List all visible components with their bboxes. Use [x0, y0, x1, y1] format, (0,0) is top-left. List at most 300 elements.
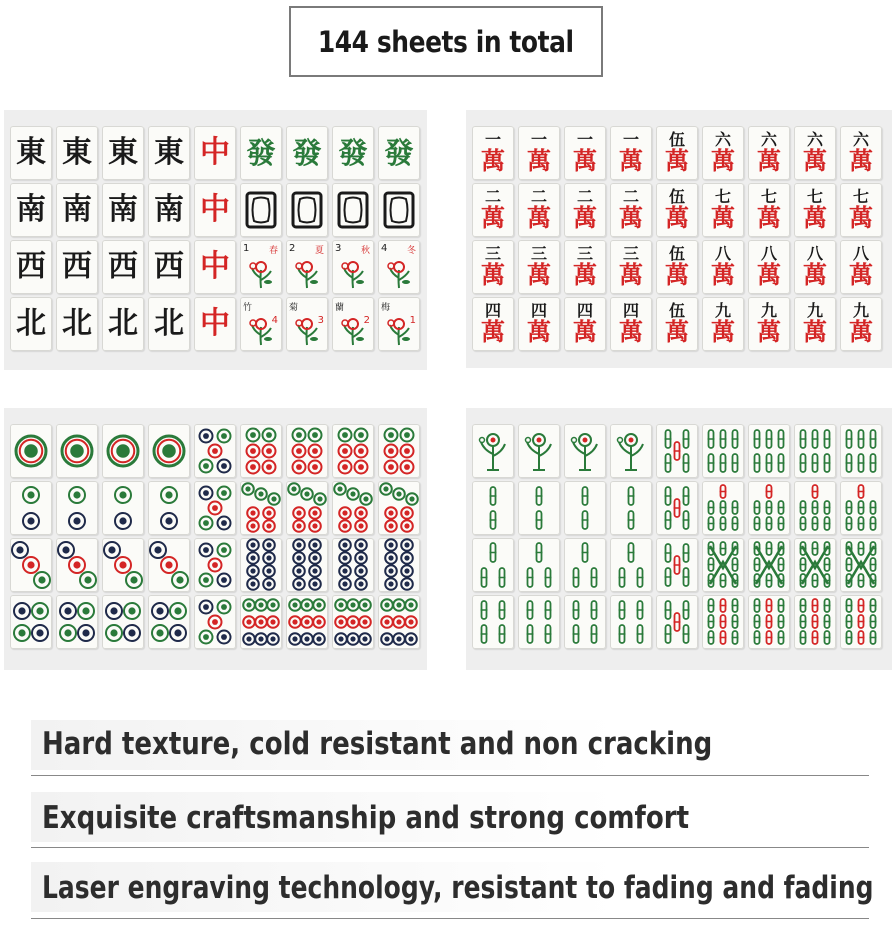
tile-char: 萬 [481, 317, 505, 347]
dots-icon [102, 538, 144, 592]
bamboo-panel [466, 408, 892, 670]
tile-char: 六 [852, 130, 869, 150]
bamboo-icon [610, 538, 652, 592]
tile-char: 萬 [573, 317, 597, 347]
character-tile [518, 240, 560, 294]
tile-char: 西 [108, 249, 138, 284]
dot-tile [194, 481, 236, 535]
dots-icon [10, 424, 52, 478]
dots-icon [148, 595, 190, 649]
dots-icon [332, 595, 374, 649]
bamboo-tile [564, 595, 606, 649]
tile-char: 萬 [711, 203, 735, 233]
tile-char: 四 [622, 301, 639, 321]
dot-tile [10, 538, 52, 592]
dots-icon [10, 595, 52, 649]
dots-icon [148, 424, 190, 478]
character-tile [702, 297, 744, 351]
tile-char: 萬 [481, 146, 505, 176]
tile-char: 萬 [803, 260, 827, 290]
dots-icon [56, 595, 98, 649]
bamboo-icon [656, 595, 698, 649]
dot-tile [240, 424, 282, 478]
bamboo-icon [564, 481, 606, 535]
dot-tile [148, 424, 190, 478]
flower-char: 蘭 [335, 303, 345, 313]
tile-char: 七 [852, 187, 869, 207]
bird-icon [610, 424, 652, 478]
wind-tile [148, 126, 190, 180]
wind-tile [56, 240, 98, 294]
bamboo-tile [748, 595, 790, 649]
tile-char: 二 [622, 187, 639, 207]
tile-char: 萬 [711, 317, 735, 347]
dots-icon [148, 481, 190, 535]
character-tile [564, 240, 606, 294]
flower-tile [332, 240, 374, 294]
dots-icon [240, 538, 282, 592]
tile-char: 萬 [665, 146, 689, 176]
tile-char: 一 [484, 130, 501, 150]
bamboo-icon [840, 595, 882, 649]
dots-icon [10, 481, 52, 535]
bamboo-tile [702, 481, 744, 535]
flower-icon [246, 256, 276, 290]
tile-char: 南 [154, 192, 184, 227]
dots-icon [378, 424, 420, 478]
bamboo-tile [702, 424, 744, 478]
tile-char: 北 [154, 306, 184, 341]
wind-tile [102, 183, 144, 237]
flower-char: 冬 [406, 246, 416, 256]
character-tile [656, 240, 698, 294]
dot-tile [332, 595, 374, 649]
tile-char: 二 [530, 187, 547, 207]
tile-char: 東 [108, 135, 138, 170]
bamboo-icon [656, 424, 698, 478]
dot-tile [148, 538, 190, 592]
tile-char: 一 [576, 130, 593, 150]
dots-icon [148, 538, 190, 592]
dots-icon [240, 595, 282, 649]
bamboo-icon [610, 595, 652, 649]
tile-char: 九 [760, 301, 777, 321]
character-tile [564, 183, 606, 237]
tile-char: 四 [484, 301, 501, 321]
feature-text-3: Laser engraving technology, resistant to fading and fading [42, 870, 874, 906]
tile-char: 南 [108, 192, 138, 227]
bamboo-icon [702, 538, 744, 592]
flower-tile [286, 297, 328, 351]
bamboo-tile [656, 538, 698, 592]
bamboo-tile [472, 481, 514, 535]
character-tile [518, 126, 560, 180]
character-tile [472, 183, 514, 237]
dot-tile [102, 595, 144, 649]
tile-char: 七 [760, 187, 777, 207]
tile-char: 發 [384, 135, 414, 170]
bamboo-tile [840, 595, 882, 649]
tile-char: 六 [806, 130, 823, 150]
tile-char: 四 [576, 301, 593, 321]
tile-char: 萬 [665, 260, 689, 290]
flower-char: 春 [268, 246, 278, 256]
bamboo-tile [748, 424, 790, 478]
tile-char: 六 [760, 130, 777, 150]
dot-tile [378, 595, 420, 649]
tile-char: 萬 [757, 146, 781, 176]
flower-icon [384, 256, 414, 290]
dot-tile [56, 595, 98, 649]
bamboo-tile [564, 481, 606, 535]
dots-icon [10, 538, 52, 592]
character-tile [472, 240, 514, 294]
bird-icon [564, 424, 606, 478]
dot-tile [332, 481, 374, 535]
tile-char: 三 [622, 244, 639, 264]
dots-icon [56, 481, 98, 535]
bamboo-tile [610, 595, 652, 649]
bamboo-icon [748, 538, 790, 592]
tile-char: 萬 [573, 146, 597, 176]
tile-char: 東 [154, 135, 184, 170]
dot-tile [10, 481, 52, 535]
character-tile [702, 240, 744, 294]
tile-char: 九 [714, 301, 731, 321]
wind-tile [56, 126, 98, 180]
bamboo-tile [840, 538, 882, 592]
character-tile [472, 297, 514, 351]
tile-char: 一 [530, 130, 547, 150]
dots-icon [56, 538, 98, 592]
white-dragon-frame-icon [336, 188, 370, 232]
tile-char: 中 [200, 135, 230, 170]
green-dragon-tile [286, 126, 328, 180]
bamboo-bird-tile [610, 424, 652, 478]
bamboo-icon [472, 481, 514, 535]
tile-char: 萬 [803, 317, 827, 347]
feature-3 [0, 858, 894, 922]
flower-tile [378, 297, 420, 351]
character-tile [794, 126, 836, 180]
bamboo-icon [656, 538, 698, 592]
bamboo-tile [656, 481, 698, 535]
character-tile [564, 126, 606, 180]
wind-tile [148, 183, 190, 237]
flower-number: 4 [271, 315, 278, 326]
character-tile [656, 297, 698, 351]
bamboo-icon [610, 481, 652, 535]
dot-tile [378, 424, 420, 478]
flower-char: 竹 [243, 303, 253, 313]
wind-tile [102, 240, 144, 294]
character-tile [748, 126, 790, 180]
dot-tile [194, 595, 236, 649]
bamboo-icon [794, 424, 836, 478]
flower-tile [378, 240, 420, 294]
bamboo-icon [702, 424, 744, 478]
dot-tile [102, 538, 144, 592]
tile-char: 萬 [619, 317, 643, 347]
bamboo-tile [518, 595, 560, 649]
white-dragon-tile [240, 183, 282, 237]
bamboo-tile [748, 538, 790, 592]
tile-char: 東 [16, 135, 46, 170]
bamboo-tile [794, 424, 836, 478]
dot-tile [286, 424, 328, 478]
feature-2 [0, 788, 894, 850]
bamboo-tile [702, 538, 744, 592]
tile-char: 萬 [527, 317, 551, 347]
dot-tile [240, 595, 282, 649]
character-tile [748, 297, 790, 351]
tile-char: 伍 [668, 244, 685, 264]
bamboo-icon [840, 538, 882, 592]
bird-icon [472, 424, 514, 478]
character-tile [794, 183, 836, 237]
tile-char: 八 [806, 244, 823, 264]
tile-char: 三 [484, 244, 501, 264]
tile-char: 西 [16, 249, 46, 284]
tile-char: 萬 [665, 203, 689, 233]
green-dragon-tile [378, 126, 420, 180]
dot-tile [194, 424, 236, 478]
bamboo-icon [794, 538, 836, 592]
flower-number: 1 [243, 243, 250, 254]
dots-icon [286, 481, 328, 535]
dot-tile [240, 538, 282, 592]
dot-tile [10, 595, 52, 649]
bamboo-tile [472, 595, 514, 649]
wind-tile [10, 183, 52, 237]
dots-icon [332, 538, 374, 592]
tile-char: 西 [62, 249, 92, 284]
dots-icon [240, 424, 282, 478]
dot-tile [378, 481, 420, 535]
bamboo-icon [840, 481, 882, 535]
bamboo-icon [564, 595, 606, 649]
dot-tile [148, 595, 190, 649]
red-dragon-tile [194, 240, 236, 294]
tile-char: 萬 [619, 203, 643, 233]
bamboo-tile [840, 481, 882, 535]
white-dragon-tile [286, 183, 328, 237]
wind-tile [148, 297, 190, 351]
character-tile [518, 297, 560, 351]
tile-char: 八 [760, 244, 777, 264]
character-tile [610, 126, 652, 180]
character-tile [840, 183, 882, 237]
flower-tile [240, 297, 282, 351]
feature-1 [0, 718, 894, 778]
bamboo-bird-tile [518, 424, 560, 478]
tile-char: 萬 [481, 260, 505, 290]
tile-char: 七 [806, 187, 823, 207]
character-tile [702, 126, 744, 180]
bamboo-tile [518, 481, 560, 535]
red-dragon-tile [194, 183, 236, 237]
dot-tile [148, 481, 190, 535]
bamboo-tile [472, 538, 514, 592]
dots-icon [332, 424, 374, 478]
dots-icon [240, 481, 282, 535]
character-tile [564, 297, 606, 351]
flower-number: 2 [363, 315, 370, 326]
flower-tile [286, 240, 328, 294]
wind-tile [102, 126, 144, 180]
tile-char: 萬 [849, 203, 873, 233]
character-tile [748, 240, 790, 294]
tile-char: 八 [714, 244, 731, 264]
tile-char: 萬 [803, 146, 827, 176]
bamboo-icon [518, 538, 560, 592]
tile-char: 南 [62, 192, 92, 227]
wind-tile [148, 240, 190, 294]
tile-char: 二 [484, 187, 501, 207]
bamboo-tile [794, 481, 836, 535]
character-tile [472, 126, 514, 180]
bamboo-icon [748, 424, 790, 478]
bamboo-icon [840, 424, 882, 478]
honors-panel [4, 110, 427, 370]
title-box [289, 6, 603, 77]
character-tile [656, 126, 698, 180]
character-tile [702, 183, 744, 237]
tile-char: 二 [576, 187, 593, 207]
white-dragon-tile [332, 183, 374, 237]
flower-char: 梅 [381, 303, 391, 313]
bamboo-tile [518, 538, 560, 592]
bird-icon [518, 424, 560, 478]
bamboo-icon [702, 481, 744, 535]
tile-char: 中 [200, 192, 230, 227]
white-dragon-frame-icon [290, 188, 324, 232]
dots-icon [194, 595, 236, 649]
red-dragon-tile [194, 297, 236, 351]
tile-char: 萬 [757, 317, 781, 347]
tile-char: 萬 [711, 260, 735, 290]
tile-char: 發 [292, 135, 322, 170]
flower-tile [240, 240, 282, 294]
tile-char: 六 [714, 130, 731, 150]
bamboo-tile [840, 424, 882, 478]
tile-char: 北 [62, 306, 92, 341]
flower-number: 4 [381, 243, 388, 254]
green-dragon-tile [240, 126, 282, 180]
flower-icon [338, 256, 368, 290]
tile-char: 伍 [668, 187, 685, 207]
tile-char: 萬 [803, 203, 827, 233]
wind-tile [10, 240, 52, 294]
tile-char: 萬 [527, 260, 551, 290]
tile-char: 萬 [527, 146, 551, 176]
bamboo-icon [748, 595, 790, 649]
bamboo-icon [794, 595, 836, 649]
dots-icon [56, 424, 98, 478]
characters-panel [466, 110, 892, 368]
tile-char: 萬 [573, 203, 597, 233]
character-tile [840, 240, 882, 294]
bamboo-icon [472, 595, 514, 649]
dots-icon [378, 538, 420, 592]
tile-char: 發 [246, 135, 276, 170]
flower-number: 1 [409, 315, 416, 326]
wind-tile [10, 126, 52, 180]
tile-char: 萬 [711, 146, 735, 176]
character-tile [610, 297, 652, 351]
tile-char: 中 [200, 249, 230, 284]
tile-char: 萬 [849, 146, 873, 176]
dots-icon [102, 595, 144, 649]
tile-char: 萬 [849, 317, 873, 347]
flower-number: 3 [335, 243, 342, 254]
tile-char: 三 [576, 244, 593, 264]
bamboo-icon [656, 481, 698, 535]
red-dragon-tile [194, 126, 236, 180]
bamboo-icon [794, 481, 836, 535]
dot-tile [332, 538, 374, 592]
character-tile [840, 297, 882, 351]
white-dragon-frame-icon [244, 188, 278, 232]
dot-tile [56, 424, 98, 478]
dot-tile [194, 538, 236, 592]
flower-tile [332, 297, 374, 351]
character-tile [610, 183, 652, 237]
character-tile [748, 183, 790, 237]
dot-tile [286, 595, 328, 649]
dot-tile [332, 424, 374, 478]
dot-tile [10, 424, 52, 478]
dot-tile [102, 424, 144, 478]
tile-char: 一 [622, 130, 639, 150]
character-tile [518, 183, 560, 237]
tile-char: 八 [852, 244, 869, 264]
green-dragon-tile [332, 126, 374, 180]
dots-icon [194, 481, 236, 535]
bamboo-tile [610, 481, 652, 535]
tile-char: 萬 [619, 146, 643, 176]
character-tile [794, 297, 836, 351]
dot-tile [378, 538, 420, 592]
bamboo-tile [794, 538, 836, 592]
tile-char: 三 [530, 244, 547, 264]
bamboo-icon [564, 538, 606, 592]
flower-icon [292, 256, 322, 290]
bamboo-icon [748, 481, 790, 535]
tile-char: 中 [200, 306, 230, 341]
character-tile [840, 126, 882, 180]
tile-char: 九 [806, 301, 823, 321]
bamboo-icon [518, 481, 560, 535]
dots-icon [102, 481, 144, 535]
tile-char: 七 [714, 187, 731, 207]
tile-char: 北 [16, 306, 46, 341]
tile-char: 萬 [481, 203, 505, 233]
dot-tile [56, 538, 98, 592]
bamboo-tile [564, 538, 606, 592]
tile-char: 東 [62, 135, 92, 170]
character-tile [610, 240, 652, 294]
tile-char: 萬 [849, 260, 873, 290]
tile-char: 萬 [757, 203, 781, 233]
dot-tile [286, 538, 328, 592]
tile-char: 萬 [573, 260, 597, 290]
tile-char: 九 [852, 301, 869, 321]
dots-icon [194, 538, 236, 592]
dots-icon [378, 481, 420, 535]
dots-icon [378, 595, 420, 649]
bamboo-bird-tile [564, 424, 606, 478]
